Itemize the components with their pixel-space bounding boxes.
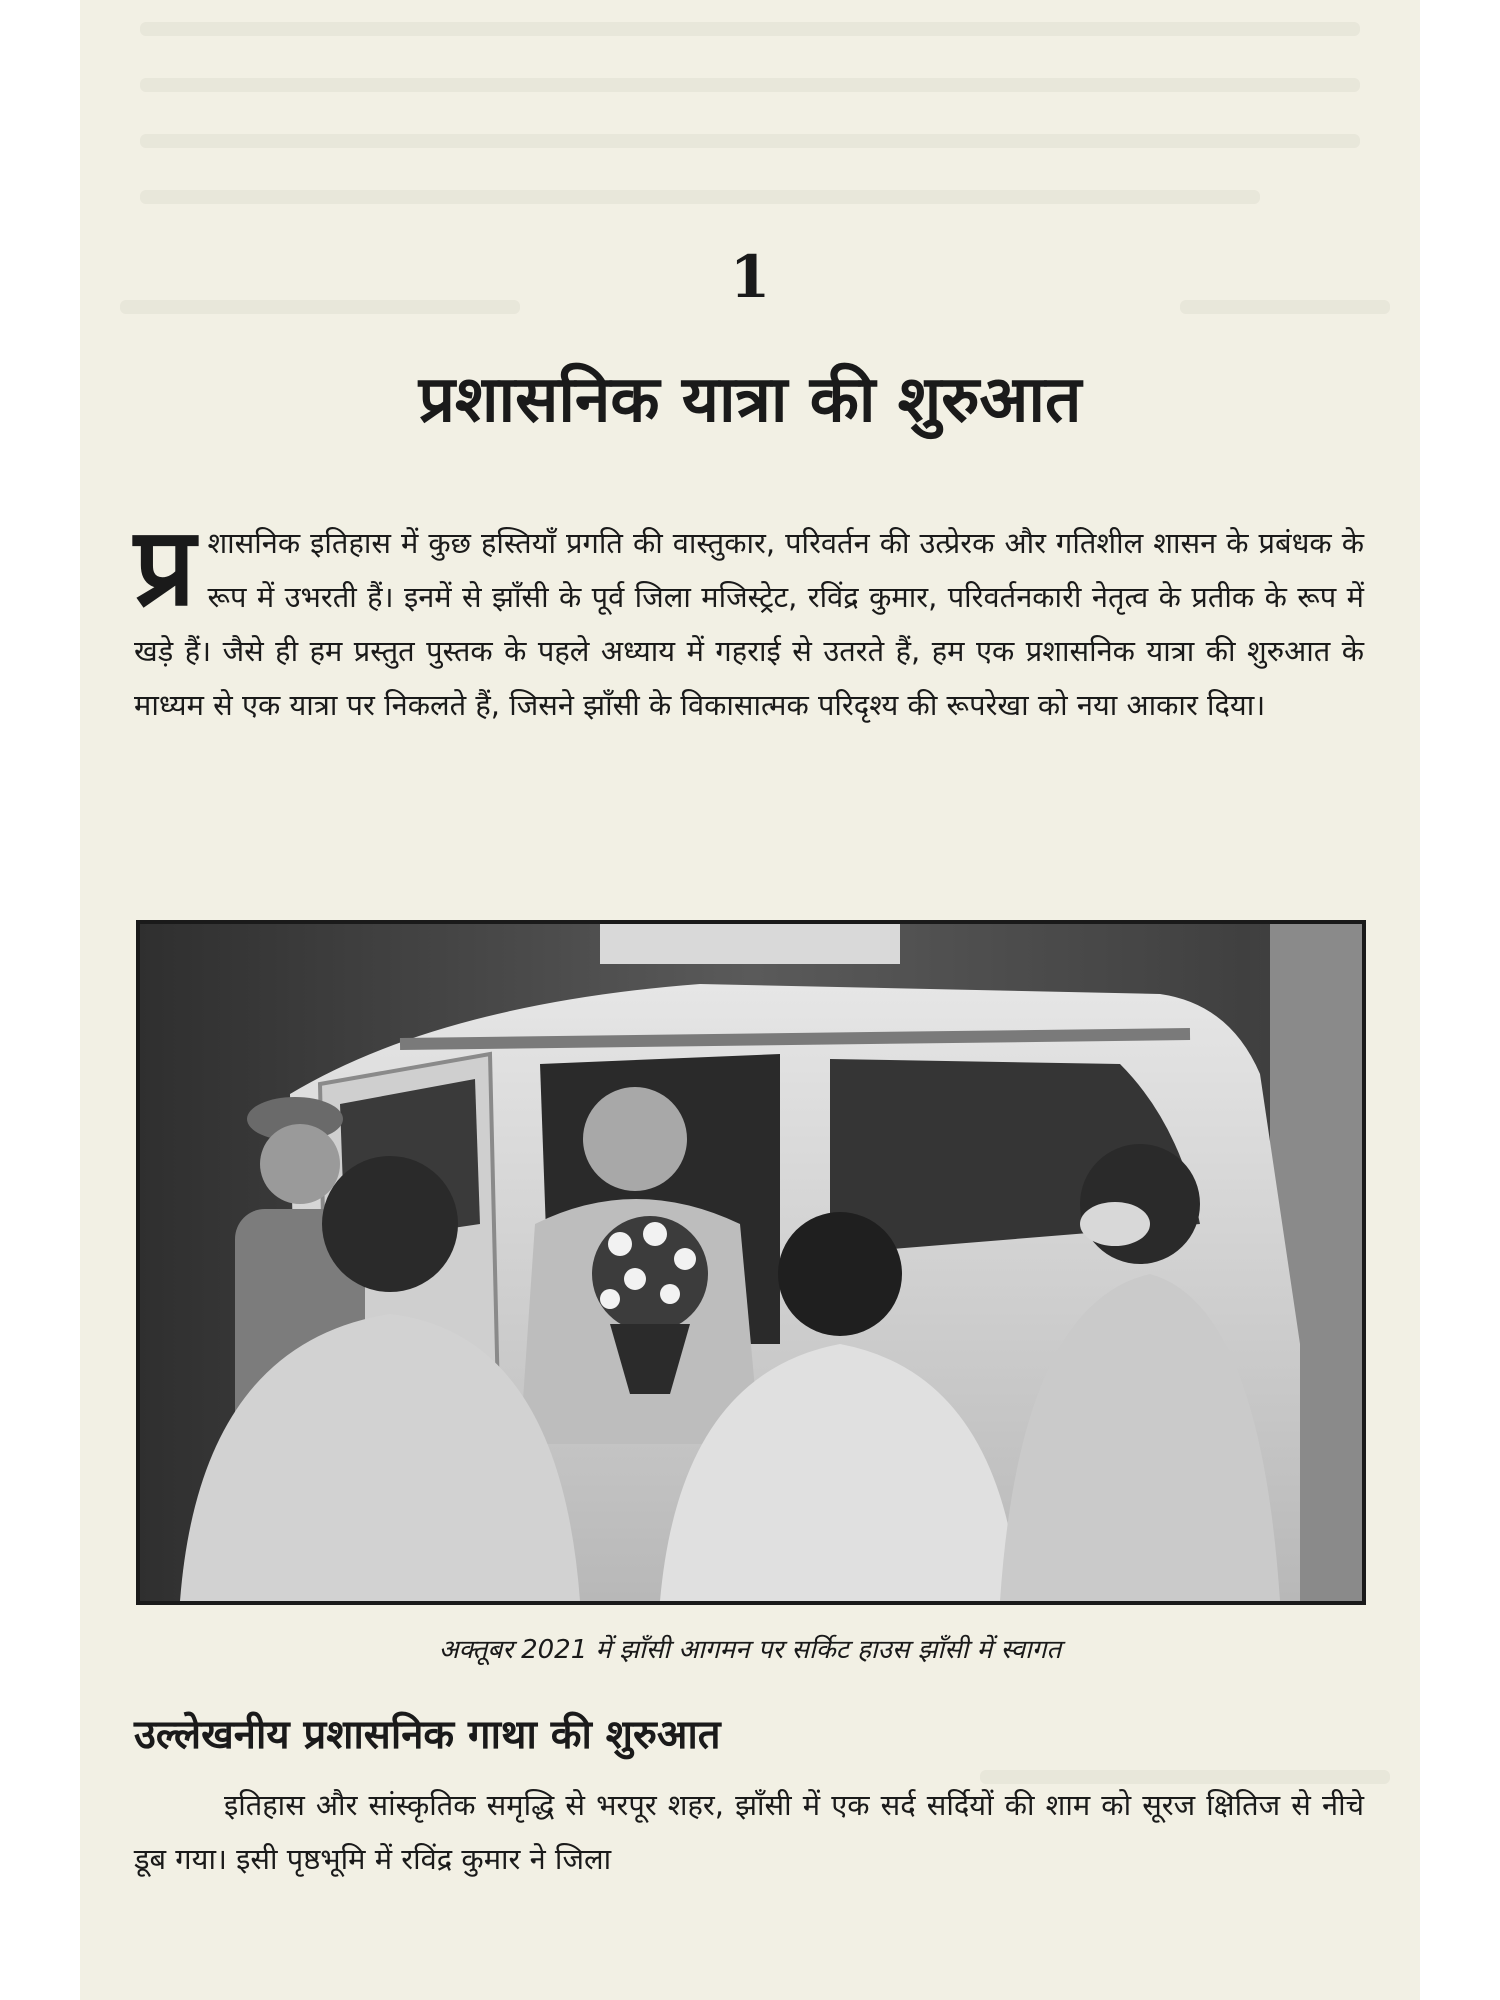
intro-paragraph — [134, 505, 1364, 732]
bleed-through-line — [140, 78, 1360, 92]
photo-illustration — [140, 924, 1362, 1601]
bleed-through-line — [140, 190, 1260, 204]
chapter-title: प्रशासनिक यात्रा की शुरुआत — [418, 363, 1082, 437]
section-paragraph: इतिहास और सांस्कृतिक समृद्धि से भरपूर शहर, झाँसी में एक सर्द सर्दियों की शाम को सूरज क्षितिज से नीचे डूब गया। इसी पृष्ठभूमि में रविंद्र कुमार ने जिला — [134, 1788, 1364, 1876]
bleed-through-line — [140, 22, 1360, 36]
chapter-number: 1 — [729, 243, 771, 311]
photo-caption: अक्तूबर 2021 में झाँसी आगमन पर सर्किट हाउस झाँसी में स्वागत — [438, 1635, 1062, 1665]
intro-text: शासनिक इतिहास में कुछ हस्तियाँ प्रगति की वास्तुकार, परिवर्तन की उत्प्रेरक और गतिशील शासन के प्रबंधक के रूप में उभरती हैं। इनमें से झाँसी के पूर्व जिला मजिस्ट्रेट, रविंद्र कुमार, परिवर्तनकारी नेतृत्व के प्रतीक के रूप में खड़े हैं। जैसे ही हम प्रस्तुत पुस्तक के पहले अध्याय में गहराई से उतरते हैं, हम एक प्रशासनिक यात्रा की शुरुआत के माध्यम से एक यात्रा पर निकलते हैं, जिसने झाँसी के विकासात्मक परिदृश्य की रूपरेखा को नया आकार दिया। — [134, 526, 1364, 722]
photo-welcome-at-circuit-house — [136, 920, 1366, 1605]
drop-cap: प्र — [134, 505, 196, 630]
lattice-screen — [600, 924, 900, 964]
bleed-through-line — [140, 134, 1360, 148]
book-page — [80, 0, 1420, 2000]
section-heading: उल्लेखनीय प्रशासनिक गाथा की शुरुआत — [134, 1712, 721, 1758]
